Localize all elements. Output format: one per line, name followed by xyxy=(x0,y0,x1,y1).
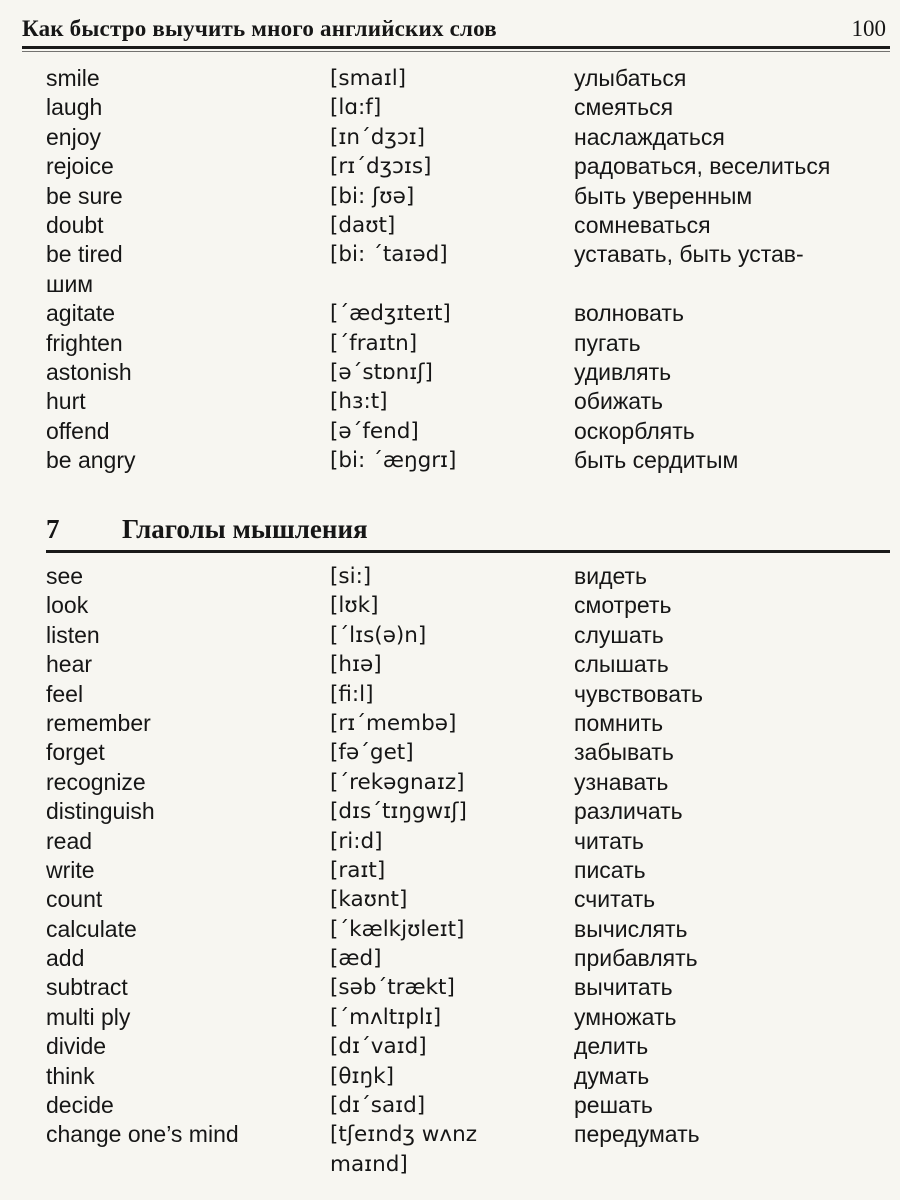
transcription: [si:] xyxy=(330,564,372,589)
russian-translation: решать xyxy=(574,1092,653,1119)
transcription: [fi:l] xyxy=(330,681,374,707)
transcription: [hɪə] xyxy=(330,652,382,678)
transcription: [daʊt] xyxy=(330,212,396,238)
english-word: agitate xyxy=(46,300,116,327)
transcription: maɪnd] xyxy=(330,1151,408,1177)
english-word: recognize xyxy=(46,768,146,795)
english-word: frighten xyxy=(46,329,123,356)
english-word: think xyxy=(46,1062,95,1089)
header-rule-thin xyxy=(22,51,890,52)
transcription: [æd] xyxy=(330,946,382,972)
russian-translation: оскорблять xyxy=(574,417,695,444)
running-title: Как быстро выучить много английских слов xyxy=(22,16,497,41)
transcription: [əˊfend] xyxy=(330,418,419,444)
english-word: doubt xyxy=(46,211,104,238)
russian-translation: смеяться xyxy=(574,94,674,121)
section-title: Глаголы мышления xyxy=(122,514,368,544)
russian-translation: смотреть xyxy=(574,592,672,619)
russian-translation: радоваться, веселиться xyxy=(574,153,831,180)
english-word: listen xyxy=(46,621,100,648)
english-word: decide xyxy=(46,1092,114,1119)
russian-translation: писать xyxy=(574,856,646,883)
section-number: 7 xyxy=(46,514,60,544)
transcription: [lʊk] xyxy=(330,593,379,619)
transcription: [səbˊtrækt] xyxy=(330,975,455,1001)
russian-translation: считать xyxy=(574,886,656,913)
transcription: [ɪnˊdʒɔɪ] xyxy=(330,124,426,150)
russian-translation: сомневаться xyxy=(574,211,711,238)
transcription: [dɪsˊtɪŋgwɪʃ] xyxy=(330,799,467,825)
russian-translation: узнавать xyxy=(574,768,669,795)
transcription: [raɪt] xyxy=(330,857,386,883)
english-word: offend xyxy=(46,417,110,444)
russian-translation: пугать xyxy=(574,329,641,356)
header-rule xyxy=(22,46,890,49)
russian-translation: вычитать xyxy=(574,974,673,1001)
english-word: read xyxy=(46,827,93,854)
russian-translation: удивлять xyxy=(574,358,672,385)
transcription: [ˊkælkjʊleɪt] xyxy=(330,916,465,942)
transcription: [ˊmʌltɪplɪ] xyxy=(330,1004,442,1030)
english-word: calculate xyxy=(46,915,137,942)
english-word: count xyxy=(46,886,103,913)
russian-translation: думать xyxy=(574,1062,650,1089)
english-word: smile xyxy=(46,65,100,91)
english-word: enjoy xyxy=(46,123,101,150)
russian-translation: забывать xyxy=(574,739,674,766)
transcription: [əˊstɒnɪʃ] xyxy=(330,359,433,385)
russian-translation: быть сердитым xyxy=(574,447,739,474)
russian-translation: обижать xyxy=(574,388,664,415)
russian-translation: делить xyxy=(574,1033,649,1060)
english-word: subtract xyxy=(46,974,128,1001)
russian-translation: видеть xyxy=(574,563,648,589)
english-word: look xyxy=(46,592,89,619)
transcription: [bi: ʃʊə] xyxy=(330,183,415,209)
transcription: [hɜ:t] xyxy=(330,389,388,415)
english-word: be tired xyxy=(46,241,123,268)
transcription: [ˊrekəgnaɪz] xyxy=(330,769,465,795)
english-word: forget xyxy=(46,739,105,766)
section-rule xyxy=(46,550,890,553)
transcription: [lɑ:f] xyxy=(330,95,382,121)
russian-translation: волновать xyxy=(574,300,684,327)
russian-translation: помнить xyxy=(574,709,664,736)
russian-translation: чувствовать xyxy=(574,680,703,707)
english-word: rejoice xyxy=(46,153,114,180)
english-word: hear xyxy=(46,651,93,678)
transcription: [dɪˊvaɪd] xyxy=(330,1034,427,1060)
russian-translation: передумать xyxy=(574,1121,700,1148)
transcription: [bi: ˊæŋgrɪ] xyxy=(330,448,457,474)
russian-translation: умножать xyxy=(574,1003,677,1030)
english-word: add xyxy=(46,945,85,972)
transcription: [smaɪl] xyxy=(330,66,407,91)
russian-translation: слушать xyxy=(574,621,664,648)
english-word: шим xyxy=(46,270,94,297)
english-word: laugh xyxy=(46,94,103,121)
page-number: 100 xyxy=(851,16,886,41)
transcription: [bi: ˊtaɪəd] xyxy=(330,242,448,268)
russian-translation: наслаждаться xyxy=(574,123,725,150)
english-word: remember xyxy=(46,709,151,736)
english-word: astonish xyxy=(46,358,132,385)
russian-translation: слышать xyxy=(574,651,669,678)
transcription: [dɪˊsaɪd] xyxy=(330,1093,426,1119)
english-word: divide xyxy=(46,1033,107,1060)
transcription: [rɪˊmembə] xyxy=(330,710,457,736)
transcription: [ˊlɪs(ə)n] xyxy=(330,622,427,648)
transcription: [tʃeɪndʒ wʌnz xyxy=(330,1122,478,1148)
transcription: [ri:d] xyxy=(330,828,383,854)
russian-translation: различать xyxy=(574,798,683,825)
english-word: multi ply xyxy=(46,1003,131,1030)
transcription: [rɪˊdʒɔɪs] xyxy=(330,154,432,180)
transcription: [θɪŋk] xyxy=(330,1063,394,1089)
russian-translation: улыбаться xyxy=(574,65,687,91)
section-heading xyxy=(46,514,890,548)
russian-translation: вычислять xyxy=(574,915,688,942)
english-word: be sure xyxy=(46,182,123,209)
transcription: [fəˊget] xyxy=(330,740,414,766)
english-word: see xyxy=(46,563,84,589)
english-word: change one’s mind xyxy=(46,1121,239,1148)
transcription: [ˊædʒɪteɪt] xyxy=(330,301,451,327)
english-word: write xyxy=(46,856,95,883)
transcription: [ˊfraɪtn] xyxy=(330,330,418,356)
transcription: [kaʊnt] xyxy=(330,887,408,913)
english-word: distinguish xyxy=(46,798,155,825)
russian-translation: прибавлять xyxy=(574,945,698,972)
russian-translation: уставать, быть устав- xyxy=(574,241,804,268)
russian-translation: быть уверенным xyxy=(574,182,753,209)
english-word: hurt xyxy=(46,388,86,415)
english-word: be angry xyxy=(46,447,136,474)
russian-translation: читать xyxy=(574,827,644,854)
english-word: feel xyxy=(46,680,84,707)
running-head xyxy=(22,16,890,46)
